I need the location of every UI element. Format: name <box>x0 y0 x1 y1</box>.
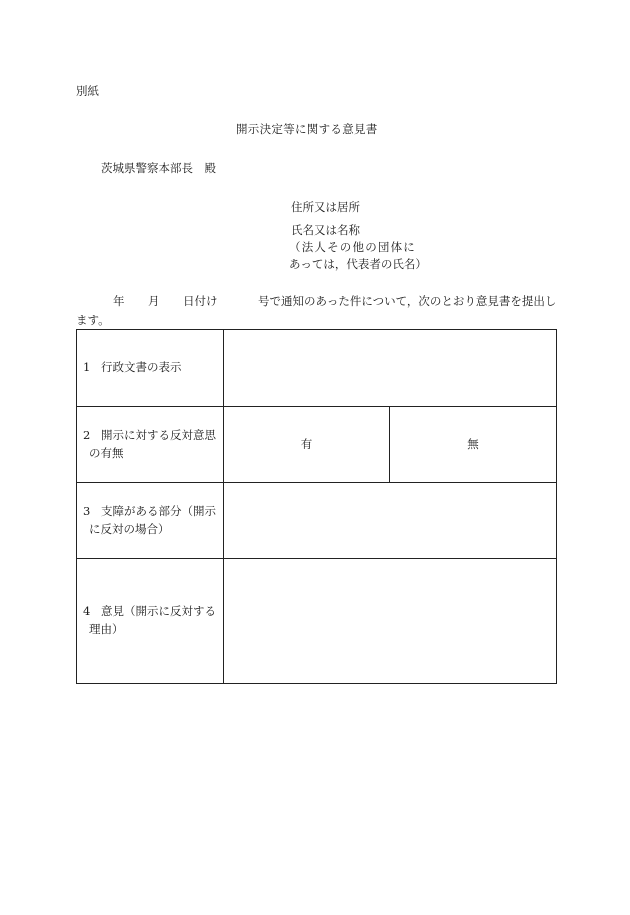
row-label-hindrance <box>77 483 224 559</box>
corporate-note-line1: （法人その他の団体に <box>289 240 416 254</box>
body-month: 月 <box>148 294 160 308</box>
row-label-text-cont: の有無 <box>89 445 124 460</box>
row-label-objection <box>77 407 224 483</box>
row-label-text: 開示に対する反対意思 <box>101 427 216 442</box>
body-dated: 日付け <box>183 294 218 308</box>
body-sentence-line2: ます。 <box>76 313 110 327</box>
row-number: 3 <box>83 503 91 518</box>
corporate-note-line2: あっては，代表者の氏名） <box>289 257 427 271</box>
document-title: 開示決定等に関する意見書 <box>236 122 378 136</box>
opinion-form-table <box>76 329 557 684</box>
addressee: 茨城県警察本部長 殿 <box>101 161 216 175</box>
opinion-field[interactable] <box>224 559 557 684</box>
row-number: 4 <box>83 604 91 619</box>
row-number: 1 <box>83 360 91 375</box>
row-label-text-cont: 理由） <box>89 622 124 636</box>
row-number: 2 <box>83 427 91 442</box>
objection-no-cell[interactable] <box>390 407 557 483</box>
row-label-text: 支障がある部分（開示 <box>101 503 216 518</box>
objection-yes-cell[interactable] <box>224 407 390 483</box>
table-row <box>77 483 557 559</box>
row-label-document <box>77 330 224 407</box>
hindrance-part-field[interactable] <box>224 483 557 559</box>
table-row <box>77 559 557 684</box>
choice-yes-label: 有 <box>300 436 313 451</box>
table-row <box>77 330 557 407</box>
address-label: 住所又は居所 <box>291 200 360 214</box>
body-sentence-line1: 号で通知のあった件について，次のとおり意見書を提出し <box>258 294 557 308</box>
name-label: 氏名又は名称 <box>291 223 360 237</box>
choice-no-label: 無 <box>467 436 479 451</box>
body-year: 年 <box>113 294 125 308</box>
row-label-opinion <box>77 559 224 684</box>
attachment-label: 別紙 <box>76 84 99 98</box>
document-display-field[interactable] <box>224 330 557 407</box>
row-label-text: 意見（開示に反対する <box>101 604 216 619</box>
table-row <box>77 407 557 483</box>
row-label-text: 行政文書の表示 <box>101 360 182 375</box>
row-label-text-cont: に反対の場合） <box>89 521 170 536</box>
